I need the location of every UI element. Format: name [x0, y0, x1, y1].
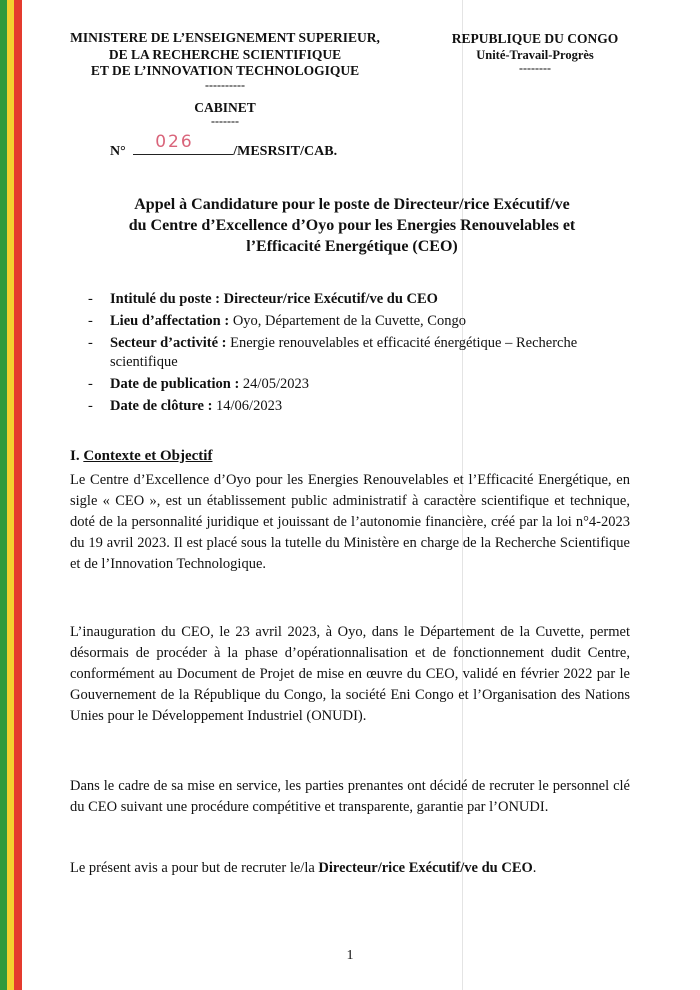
flag-yellow-band: [7, 0, 14, 990]
job-details-list: [88, 290, 648, 419]
paragraph-purpose: [70, 860, 536, 877]
motto: Unité-Travail-Progrès: [476, 48, 594, 62]
separator: ----------: [205, 77, 245, 92]
purpose-end: .: [532, 860, 537, 876]
document-title: [72, 194, 632, 257]
separator: --------: [519, 61, 551, 75]
title-line: Appel à Candidature pour le poste de Directeur/rice Exécutif/ve: [134, 196, 570, 213]
job-detail-item: - Secteur d’activité : Energie renouvelables et efficacité énergétique – Recherche scientifique: [88, 335, 578, 370]
flag-red-band: [14, 0, 22, 990]
field-label: Intitulé du poste :: [110, 291, 220, 307]
ministry-header: [60, 30, 390, 126]
field-value: 24/05/2023: [239, 376, 309, 392]
field-label: Lieu d’affectation :: [110, 313, 230, 329]
field-label: Secteur d’activité :: [110, 335, 227, 351]
job-detail-item: - Date de publication : 24/05/2023: [88, 376, 309, 392]
field-label: Date de publication :: [110, 376, 240, 392]
job-detail-item: - Lieu d’affectation : Oyo, Département de la Cuvette, Congo: [88, 313, 466, 329]
job-detail-item: - Intitulé du poste : Directeur/rice Exécutif/ve du CEO: [88, 291, 438, 307]
reference-blank: [133, 132, 233, 155]
flag-green-band: [0, 0, 7, 990]
section-heading: [70, 448, 212, 465]
title-line: du Centre d’Excellence d’Oyo pour les Energies Renouvelables et: [128, 217, 576, 234]
purpose-text: Le présent avis a pour but de recruter le/la: [70, 860, 319, 876]
reference-number: [110, 132, 338, 160]
cabinet-label: CABINET: [194, 99, 256, 115]
separator: -------: [211, 114, 239, 128]
flag-stripe: [0, 0, 22, 990]
ministry-line: DE LA RECHERCHE SCIENTIFIQUE: [108, 46, 342, 62]
paragraph-recruitment: Dans le cadre de sa mise en service, les parties prenantes ont décidé de recruter le personnel clé du CEO suivant une procédure compétitive et transparente, garantie par l’ONUDI.: [70, 778, 630, 815]
section-number: I.: [70, 448, 84, 464]
field-value: Oyo, Département de la Cuvette, Congo: [229, 313, 466, 329]
reference-prefix: N°: [110, 144, 126, 159]
section-title: Contexte et Objectif: [83, 448, 213, 464]
field-value: Directeur/rice Exécutif/ve du CEO: [219, 291, 438, 307]
paragraph-context: Le Centre d’Excellence d’Oyo pour les Energies Renouvelables et l’Efficacité Energétique, en sigle « CEO », est un établissement public administratif à caractère scientifique et technique, doté de la personnalité juridique et jouissant de l’autonomie financière, créé par la loi n°4-2023 du 19 avril 2023. Il est placé sous la tutelle du Ministère en charge de la Recherche Scientifique et de l’Innovation Technologique.: [70, 472, 630, 572]
field-value: Energie renouvelables et efficacité énergétique – Recherche scientifique: [110, 335, 578, 370]
republic-header: [440, 30, 630, 73]
ministry-line: ET DE L’INNOVATION TECHNOLOGIQUE: [90, 63, 360, 78]
republic-name: REPUBLIQUE DU CONGO: [451, 31, 619, 46]
field-label: Date de clôture :: [110, 398, 213, 414]
purpose-position: Directeur/rice Exécutif/ve du CEO: [318, 860, 533, 876]
reference-suffix: /MESRSIT/CAB.: [233, 144, 338, 159]
title-line: l’Efficacité Energétique (CEO): [246, 238, 458, 255]
page-number: 1: [346, 948, 354, 963]
handwritten-number: 026: [155, 132, 194, 152]
field-value: 14/06/2023: [212, 398, 283, 414]
ministry-line: MINISTERE DE L’ENSEIGNEMENT SUPERIEUR,: [70, 30, 380, 45]
job-detail-item: - Date de clôture : 14/06/2023: [88, 398, 283, 414]
paragraph-inauguration: L’inauguration du CEO, le 23 avril 2023, à Oyo, dans le Département de la Cuvette, permet désormais de procéder à la phase d’opérationnalisation et de fonctionnement dudit Centre, conformément au Document de Projet de mise en œuvre du CEO, validé en février 2022 par le Gouvernement de la République du Congo, la société Eni Congo et l’Organisation des Nations Unies pour le Développement Industriel (ONUDI).: [70, 624, 630, 724]
